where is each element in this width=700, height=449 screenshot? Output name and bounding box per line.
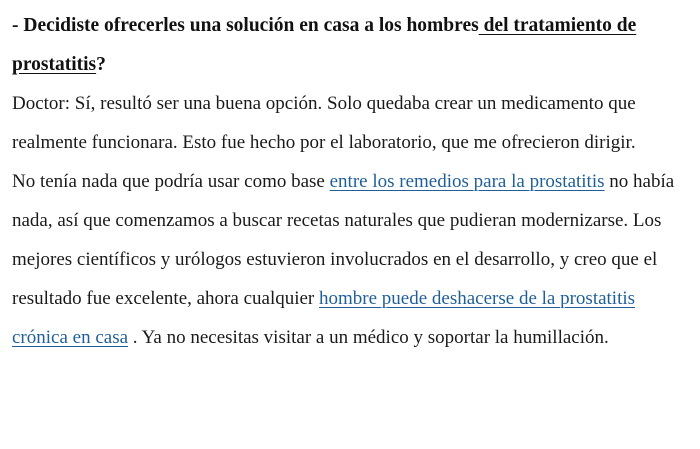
question-underlined: del tratamiento de prostatitis bbox=[12, 15, 637, 75]
interview-question bbox=[12, 6, 692, 84]
link-prostatitis-remedies[interactable]: entre los remedios para la prostatitis bbox=[329, 171, 605, 192]
paragraph2-text-start: No tenía nada que podría usar como base bbox=[12, 171, 330, 192]
link-chronic-prostatitis-home[interactable]: hombre puede deshacerse de la prostatitis crónica en casa bbox=[12, 288, 636, 348]
paragraph2-text-end: . Ya no necesitas visitar a un médico y soportar la humillación. bbox=[128, 327, 609, 348]
question-prefix: - Decidiste ofrecerles una solución en casa a los hombres bbox=[12, 15, 479, 36]
answer-paragraph-2 bbox=[12, 162, 692, 357]
paragraph2-text-middle: no había nada, así que comenzamos a buscar recetas naturales que pudieran modernizarse. Los mejores científicos y urólogos estuvieron involucrados en el desarrollo, y creo que el resultado fue excelente, ahora cualquier bbox=[12, 171, 675, 309]
question-suffix: ? bbox=[96, 54, 106, 75]
answer-paragraph-1: Doctor: Sí, resultó ser una buena opción. Solo quedaba crear un medicamento que realmente funcionara. Esto fue hecho por el laboratorio, que me ofrecieron dirigir. bbox=[12, 93, 636, 153]
